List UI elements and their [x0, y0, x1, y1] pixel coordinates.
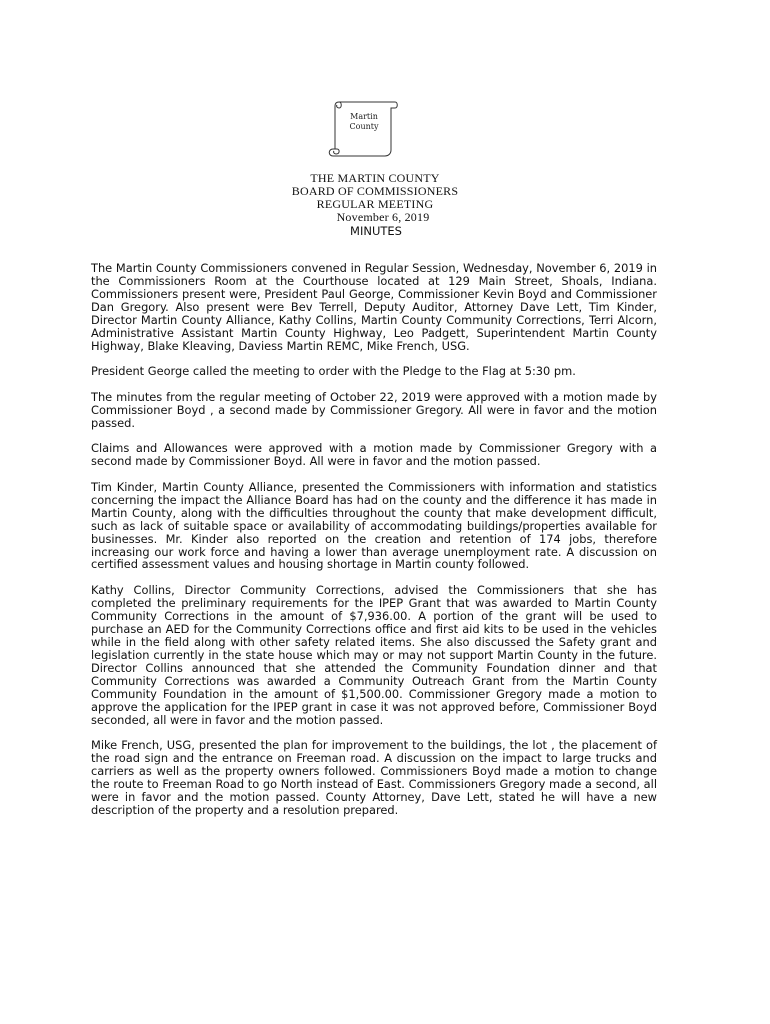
header-minutes-title: MINUTES — [350, 224, 402, 238]
paragraph-community-corrections: Kathy Collins, Director Community Corrections, advised the Commissioners that she has completed the preliminary requirements for the IPEP Grant that was awarded to Martin County Community Corrections in the amount of $7,936.00. A portion of the grant will be used to purchase an AED for the Community Corrections office and first aid kits to be used in the vehicles while in the field along with other safety related items. She also discussed the Safety grant and legislation currently in the state house which may or may not support Martin County in the future. Director Collins announced that she attended the Community Foundation dinner and that Community Corrections was awarded a Community Outreach Grant from the Martin County Community Foundation in the amount of $1,500.00. Commissioner Gregory made a motion to approve the application for the IPEP grant in case it was not approved before, Commissioner Boyd seconded, all were in favor and the motion passed. — [91, 583, 657, 727]
header-board: BOARD OF COMMISSIONERS — [291, 184, 459, 198]
paragraph-call-to-order: President George called the meeting to order with the Pledge to the Flag at 5:30 pm. — [91, 364, 576, 379]
paragraph-attendance: The Martin County Commissioners convened in Regular Session, Wednesday, November 6, 2019 in the Commissioners Room at the Courthouse located at 129 Main Street, Shoals, Indiana. Commissioners present were, President Paul George, Commissioner Kevin Boyd and Commissioner Dan Gregory. Also present were Bev Terrell, Deputy Auditor, Attorney Dave Lett, Tim Kinder, Director Martin County Alliance, Kathy Collins, Martin County Community Corrections, Terri Alcorn, Administrative Assistant Martin County Highway, Leo Padgett, Superintendent Martin County Highway, Blake Kleaving, Daviess Martin REMC, Mike French, USG. — [91, 261, 657, 353]
header-date: November 6, 2019 — [336, 210, 430, 224]
paragraph-martin-county-alliance: Tim Kinder, Martin County Alliance, presented the Commissioners with information and statistics concerning the impact the Alliance Board has had on the county and the difference it has made in Martin County, along with the difficulties throughout the county that make development difficult, such as lack of suitable space or availability of accommodating buildings/properties available for businesses. Mr. Kinder also reported on the creation and retention of 174 jobs, therefore increasing our work force and having a lower than average unemployment rate. A discussion on certified assessment values and housing shortage in Martin county followed. — [91, 479, 657, 572]
county-seal-scroll — [325, 98, 399, 160]
minutes-body — [91, 262, 657, 829]
seal-line-1: Martin — [350, 112, 378, 121]
header-county: THE MARTIN COUNTY — [310, 171, 440, 185]
seal-label — [339, 112, 389, 132]
paragraph-minutes-approval: The minutes from the regular meeting of October 22, 2019 were approved with a motion made by Commissioner Boyd , a second made by Commissioner Gregory. All were in favor and the motion passed. — [91, 389, 657, 430]
header-meeting-type: REGULAR MEETING — [316, 197, 434, 211]
paragraph-usg-plan: Mike French, USG, presented the plan for improvement to the buildings, the lot , the placement of the road sign and the entrance on Freeman road. A discussion on the impact to large trucks and carriers as well as the property owners followed. Commissioners Boyd made a motion to change the route to Freeman Road to go North instead of East. Commissioners Gregory made a second, all were in favor and the motion passed. County Attorney, Dave Lett, stated he will have a new description of the property and a resolution prepared. — [91, 738, 657, 817]
document-header — [200, 172, 550, 238]
paragraph-claims-allowances: Claims and Allowances were approved with a motion made by Commissioner Gregory with a second made by Commissioner Boyd. All were in favor and the motion passed. — [91, 441, 657, 469]
seal-line-2: County — [349, 122, 379, 131]
